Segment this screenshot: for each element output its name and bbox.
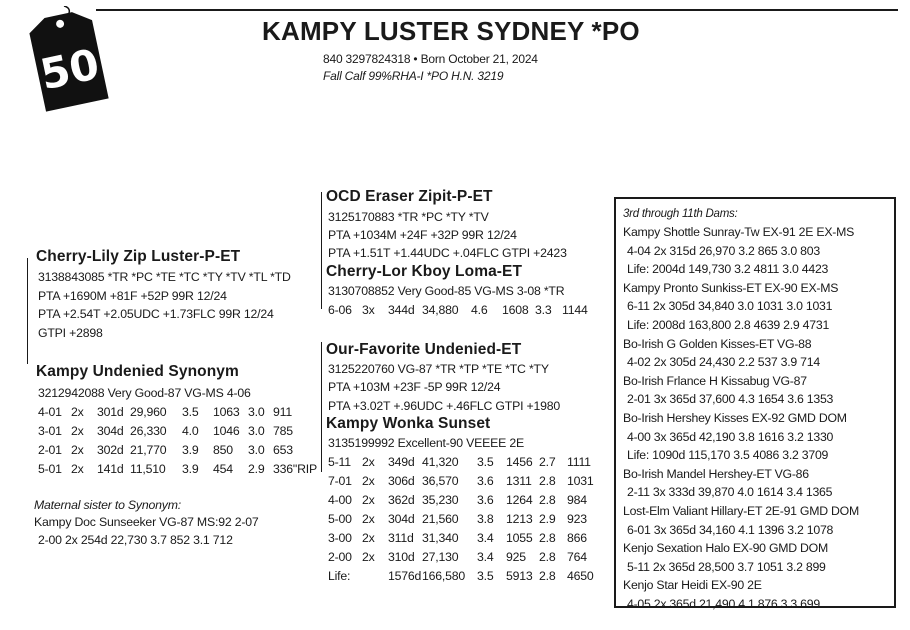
dam-dam-line: 3135199992 Excellent-90 VEEEE 2E xyxy=(328,436,524,450)
ancestor-dam-name: Bo-Irish G Golden Kisses-ET VG-88 xyxy=(623,336,812,351)
dam-dam-name: Kampy Wonka Sunset xyxy=(326,415,491,432)
record-row: 7-01 2x 306d 36,570 3.6 1311 2.8 1031 xyxy=(328,474,594,488)
record-row: 2-01 2x 302d 21,770 3.9 850 3.0 653 xyxy=(38,443,293,457)
top-rule xyxy=(96,9,898,11)
ancestor-dam-name: Lost-Elm Valiant Hillary-ET 2E-91 GMD DOM xyxy=(623,504,859,518)
ancestor-record: 4-02 2x 305d 24,430 2.2 537 3.9 714 xyxy=(627,355,820,370)
ancestor-record: 4-05 2x 365d 21,490 4.1 876 3.3 699 xyxy=(627,597,820,611)
sire-dam-name: Cherry-Lor Kboy Loma-ET xyxy=(326,263,523,280)
ancestor-dams-box xyxy=(614,197,896,611)
sire-sire-line: 3125170883 *TR *PC *TY *TV xyxy=(328,210,489,224)
record-row: 5-01 2x 141d 11,510 3.9 454 2.9 336"RIP xyxy=(38,462,317,476)
ancestor-record: Life: 2008d 163,800 2.8 4639 2.9 4731 xyxy=(627,318,830,332)
sire-sire-line: PTA +1.51T +1.44UDC +.04FLC GTPI +2423 xyxy=(328,246,567,260)
sire-sire-name: OCD Eraser Zipit-P-ET xyxy=(326,188,493,205)
ancestor-record: 4-00 3x 365d 42,190 3.8 1616 3.2 1330 xyxy=(627,429,834,444)
record-row: Life: 1576d 166,580 3.5 5913 2.8 4650 xyxy=(328,569,594,583)
ancestor-dam-name: Kampy Pronto Sunkiss-ET EX-90 EX-MS xyxy=(623,280,839,295)
pedigree-connector xyxy=(27,258,28,364)
record-row: 3-01 2x 304d 26,330 4.0 1046 3.0 785 xyxy=(38,424,293,438)
dam-sire-line: PTA +103M +23F -5P 99R 12/24 xyxy=(328,380,501,394)
ancestor-record: Life: 2004d 149,730 3.2 4811 3.0 4423 xyxy=(627,262,829,277)
ancestor-dam-name: Bo-Irish Mandel Hershey-ET VG-86 xyxy=(623,466,809,481)
record-row: 3-00 2x 311d 31,340 3.4 1055 2.8 866 xyxy=(328,531,587,545)
ancestor-record: 5-11 2x 365d 28,500 3.7 1051 3.2 899 xyxy=(627,559,826,574)
sire-line: PTA +2.54T +2.05UDC +1.73FLC 99R 12/24 xyxy=(38,307,274,321)
sire-name: Cherry-Lily Zip Luster-P-ET xyxy=(36,248,241,265)
animal-name: KAMPY LUSTER SYDNEY *PO xyxy=(262,16,640,46)
ancestor-record: 2-01 3x 365d 37,600 4.3 1654 3.6 1353 xyxy=(627,392,834,407)
record-row: 4-01 2x 301d 29,960 3.5 1063 3.0 911 xyxy=(38,405,293,419)
dam-sire-name: Our-Favorite Undenied-ET xyxy=(326,341,522,358)
ancestor-record: Life: 1090d 115,170 3.5 4086 3.2 3709 xyxy=(627,448,829,463)
record-row: 5-11 2x 349d 41,320 3.5 1456 2.7 1111 xyxy=(328,455,591,469)
record-row: 2-00 2x 310d 27,130 3.4 925 2.8 764 xyxy=(328,550,587,564)
maternal-sister-record: 2-00 2x 254d 22,730 3.7 852 3.1 712 xyxy=(38,533,233,547)
lot-number: 50 xyxy=(36,39,104,100)
id-birthdate: 840 3297824318 • Born October 21, 2024 xyxy=(323,52,538,66)
pedigree-connector xyxy=(321,192,322,309)
record-row: 5-00 2x 304d 21,560 3.8 1213 2.9 923 xyxy=(328,512,587,526)
dam-name: Kampy Undenied Synonym xyxy=(36,363,239,380)
maternal-sister-name: Kampy Doc Sunseeker VG-87 MS:92 2-07 xyxy=(34,515,259,529)
record-row: 4-00 2x 362d 35,230 3.6 1264 2.8 984 xyxy=(328,493,587,507)
sire-line: GTPI +2898 xyxy=(38,326,103,340)
sire-dam-line: 3130708852 Very Good-85 VG-MS 3-08 *TR xyxy=(328,284,565,298)
sire-line: PTA +1690M +81F +52P 99R 12/24 xyxy=(38,289,227,303)
maternal-sister-caption: Maternal sister to Synonym: xyxy=(34,498,182,512)
dam-line: 3212942088 Very Good-87 VG-MS 4-06 xyxy=(38,386,251,400)
ancestor-dams-caption: 3rd through 11th Dams: xyxy=(623,208,738,220)
ancestor-dam-name: Kenjo Sexation Halo EX-90 GMD DOM xyxy=(623,541,828,556)
ancestor-record: 4-04 2x 315d 26,970 3.2 865 3.0 803 xyxy=(627,243,820,258)
record-row: 6-06 3x 344d 34,880 4.6 1608 3.3 1144 xyxy=(328,303,588,317)
ancestor-record: 6-11 2x 305d 34,840 3.0 1031 3.0 1031 xyxy=(627,299,833,314)
ancestor-dam-name: Bo-Irish Frlance H Kissabug VG-87 xyxy=(623,373,807,388)
ancestor-dam-name: Kenjo Star Heidi EX-90 2E xyxy=(623,578,762,593)
ancestor-record: 2-11 3x 333d 39,870 4.0 1614 3.4 1365 xyxy=(627,485,833,500)
ancestor-dam-name: Kampy Shottle Sunray-Tw EX-91 2E EX-MS xyxy=(623,225,855,239)
sire-sire-line: PTA +1034M +24F +32P 99R 12/24 xyxy=(328,228,517,242)
calf-info: Fall Calf 99%RHA-I *PO H.N. 3219 xyxy=(323,69,504,83)
ancestor-dam-name: Bo-Irish Hershey Kisses EX-92 GMD DOM xyxy=(623,411,847,425)
dam-sire-line: 3125220760 VG-87 *TR *TP *TE *TC *TY xyxy=(328,362,549,376)
dam-sire-line: PTA +3.02T +.96UDC +.46FLC GTPI +1980 xyxy=(328,399,561,413)
ancestor-record: 6-01 3x 365d 34,160 4.1 1396 3.2 1078 xyxy=(627,522,834,537)
sire-line: 3138843085 *TR *PC *TE *TC *TY *TV *TL *TD xyxy=(38,270,291,284)
lot-tag-icon xyxy=(18,6,118,112)
